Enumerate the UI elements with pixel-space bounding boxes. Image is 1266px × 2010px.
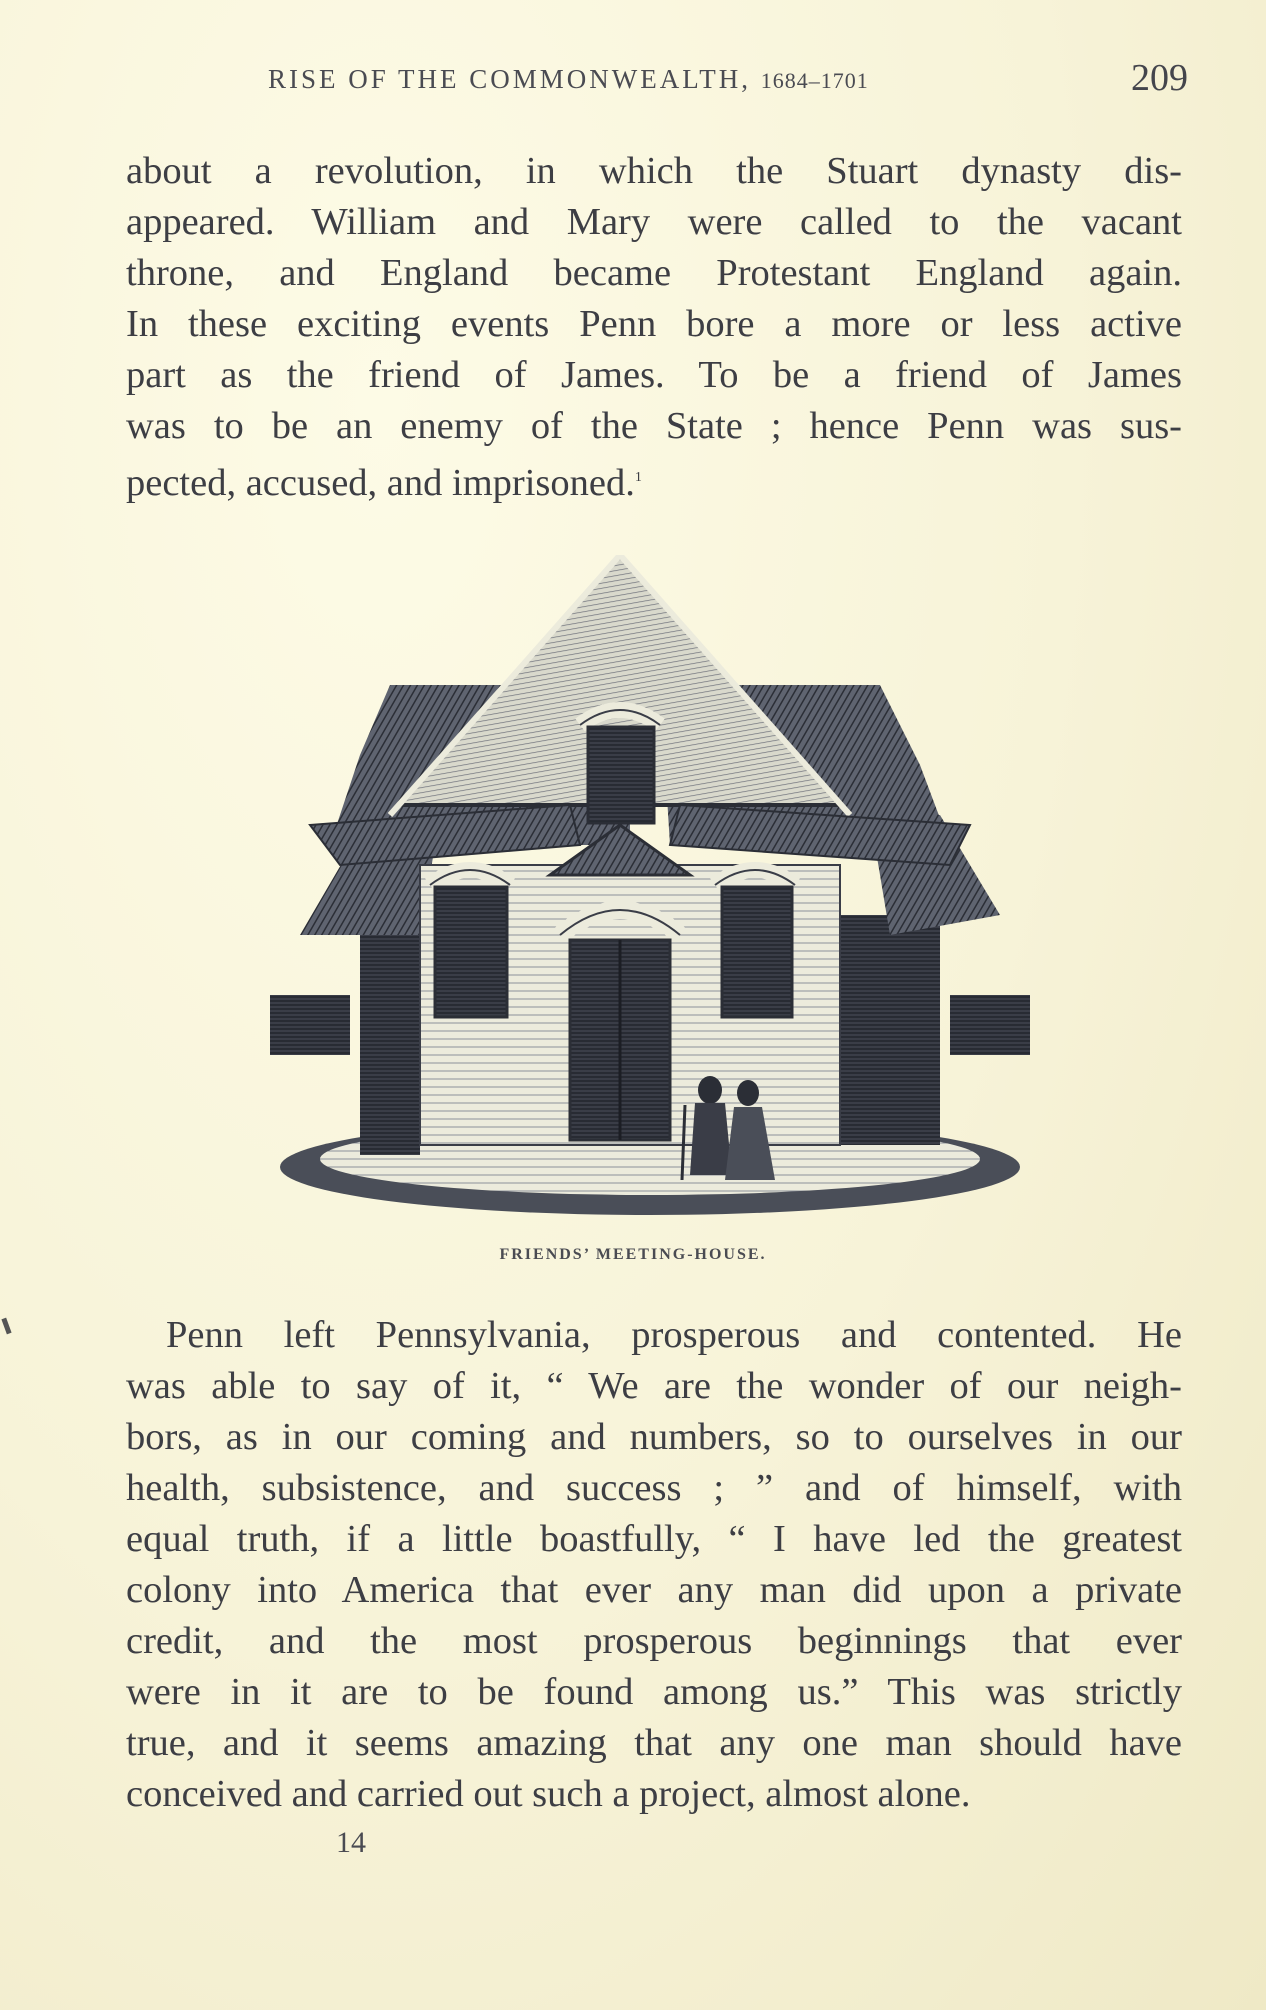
paragraph-1-line: pected, accused, and imprisoned. <box>126 461 635 504</box>
paragraph-2-line: credit, and the most prosperous beginnings that ever <box>126 1620 1182 1662</box>
paragraph-1-line: In these exciting events Penn bore a more or less active <box>126 303 1182 345</box>
paragraph-2-line: were in it are to be found among us.” This was strictly <box>126 1671 1182 1713</box>
right-window <box>715 870 795 1017</box>
margin-tick <box>1 1318 11 1335</box>
paragraph-1-line: part as the friend of James. To be a friend of James <box>126 354 1182 396</box>
paragraph-1-line: was to be an enemy of the State ; hence Penn was sus- <box>126 405 1182 447</box>
paragraph-2-line: true, and it seems amazing that any one man should have <box>126 1722 1182 1764</box>
meeting-house-illustration <box>270 555 1030 1220</box>
paragraph-2-line: equal truth, if a little boastfully, “ I have led the greatest <box>126 1518 1182 1560</box>
paragraph-2-line: health, subsistence, and success ; ” and of himself, with <box>126 1467 1182 1509</box>
paragraph-2-line: colony into America that ever any man did upon a private <box>126 1569 1182 1611</box>
paragraph-1-line: throne, and England became Protestant England again. <box>126 252 1182 294</box>
paragraph-2-line: conceived and carried out such a project, almost alone. <box>126 1773 971 1815</box>
running-title <box>268 64 869 95</box>
footnote-mark: 1 <box>634 470 642 485</box>
running-title-dates: 1684–1701 <box>760 68 869 93</box>
left-window <box>430 870 510 1017</box>
running-title-text: RISE OF THE COMMONWEALTH, <box>268 64 752 94</box>
page-number: 209 <box>1131 57 1188 99</box>
paragraph-2-line: bors, as in our coming and numbers, so to ourselves in our <box>126 1416 1182 1458</box>
paragraph-1-line: appeared. William and Mary were called to the vacant <box>126 201 1182 243</box>
paragraph-1-line: about a revolution, in which the Stuart dynasty dis- <box>126 150 1182 192</box>
running-header <box>268 52 1188 112</box>
figure-caption: FRIENDS’ MEETING-HOUSE. <box>499 1246 767 1263</box>
paragraph-2-line: was able to say of it, “ We are the wonder of our neigh- <box>126 1365 1182 1407</box>
signature-mark: 14 <box>336 1826 366 1859</box>
paragraph-1 <box>126 146 1182 509</box>
paragraph-2-line: Penn left Pennsylvania, prosperous and contented. He <box>166 1314 1182 1356</box>
paragraph-2 <box>126 1310 1182 1820</box>
gable-window <box>580 710 660 823</box>
front-door <box>570 940 670 1140</box>
left-side-wall <box>360 915 420 1155</box>
paragraph-1-last-line <box>126 452 1182 509</box>
